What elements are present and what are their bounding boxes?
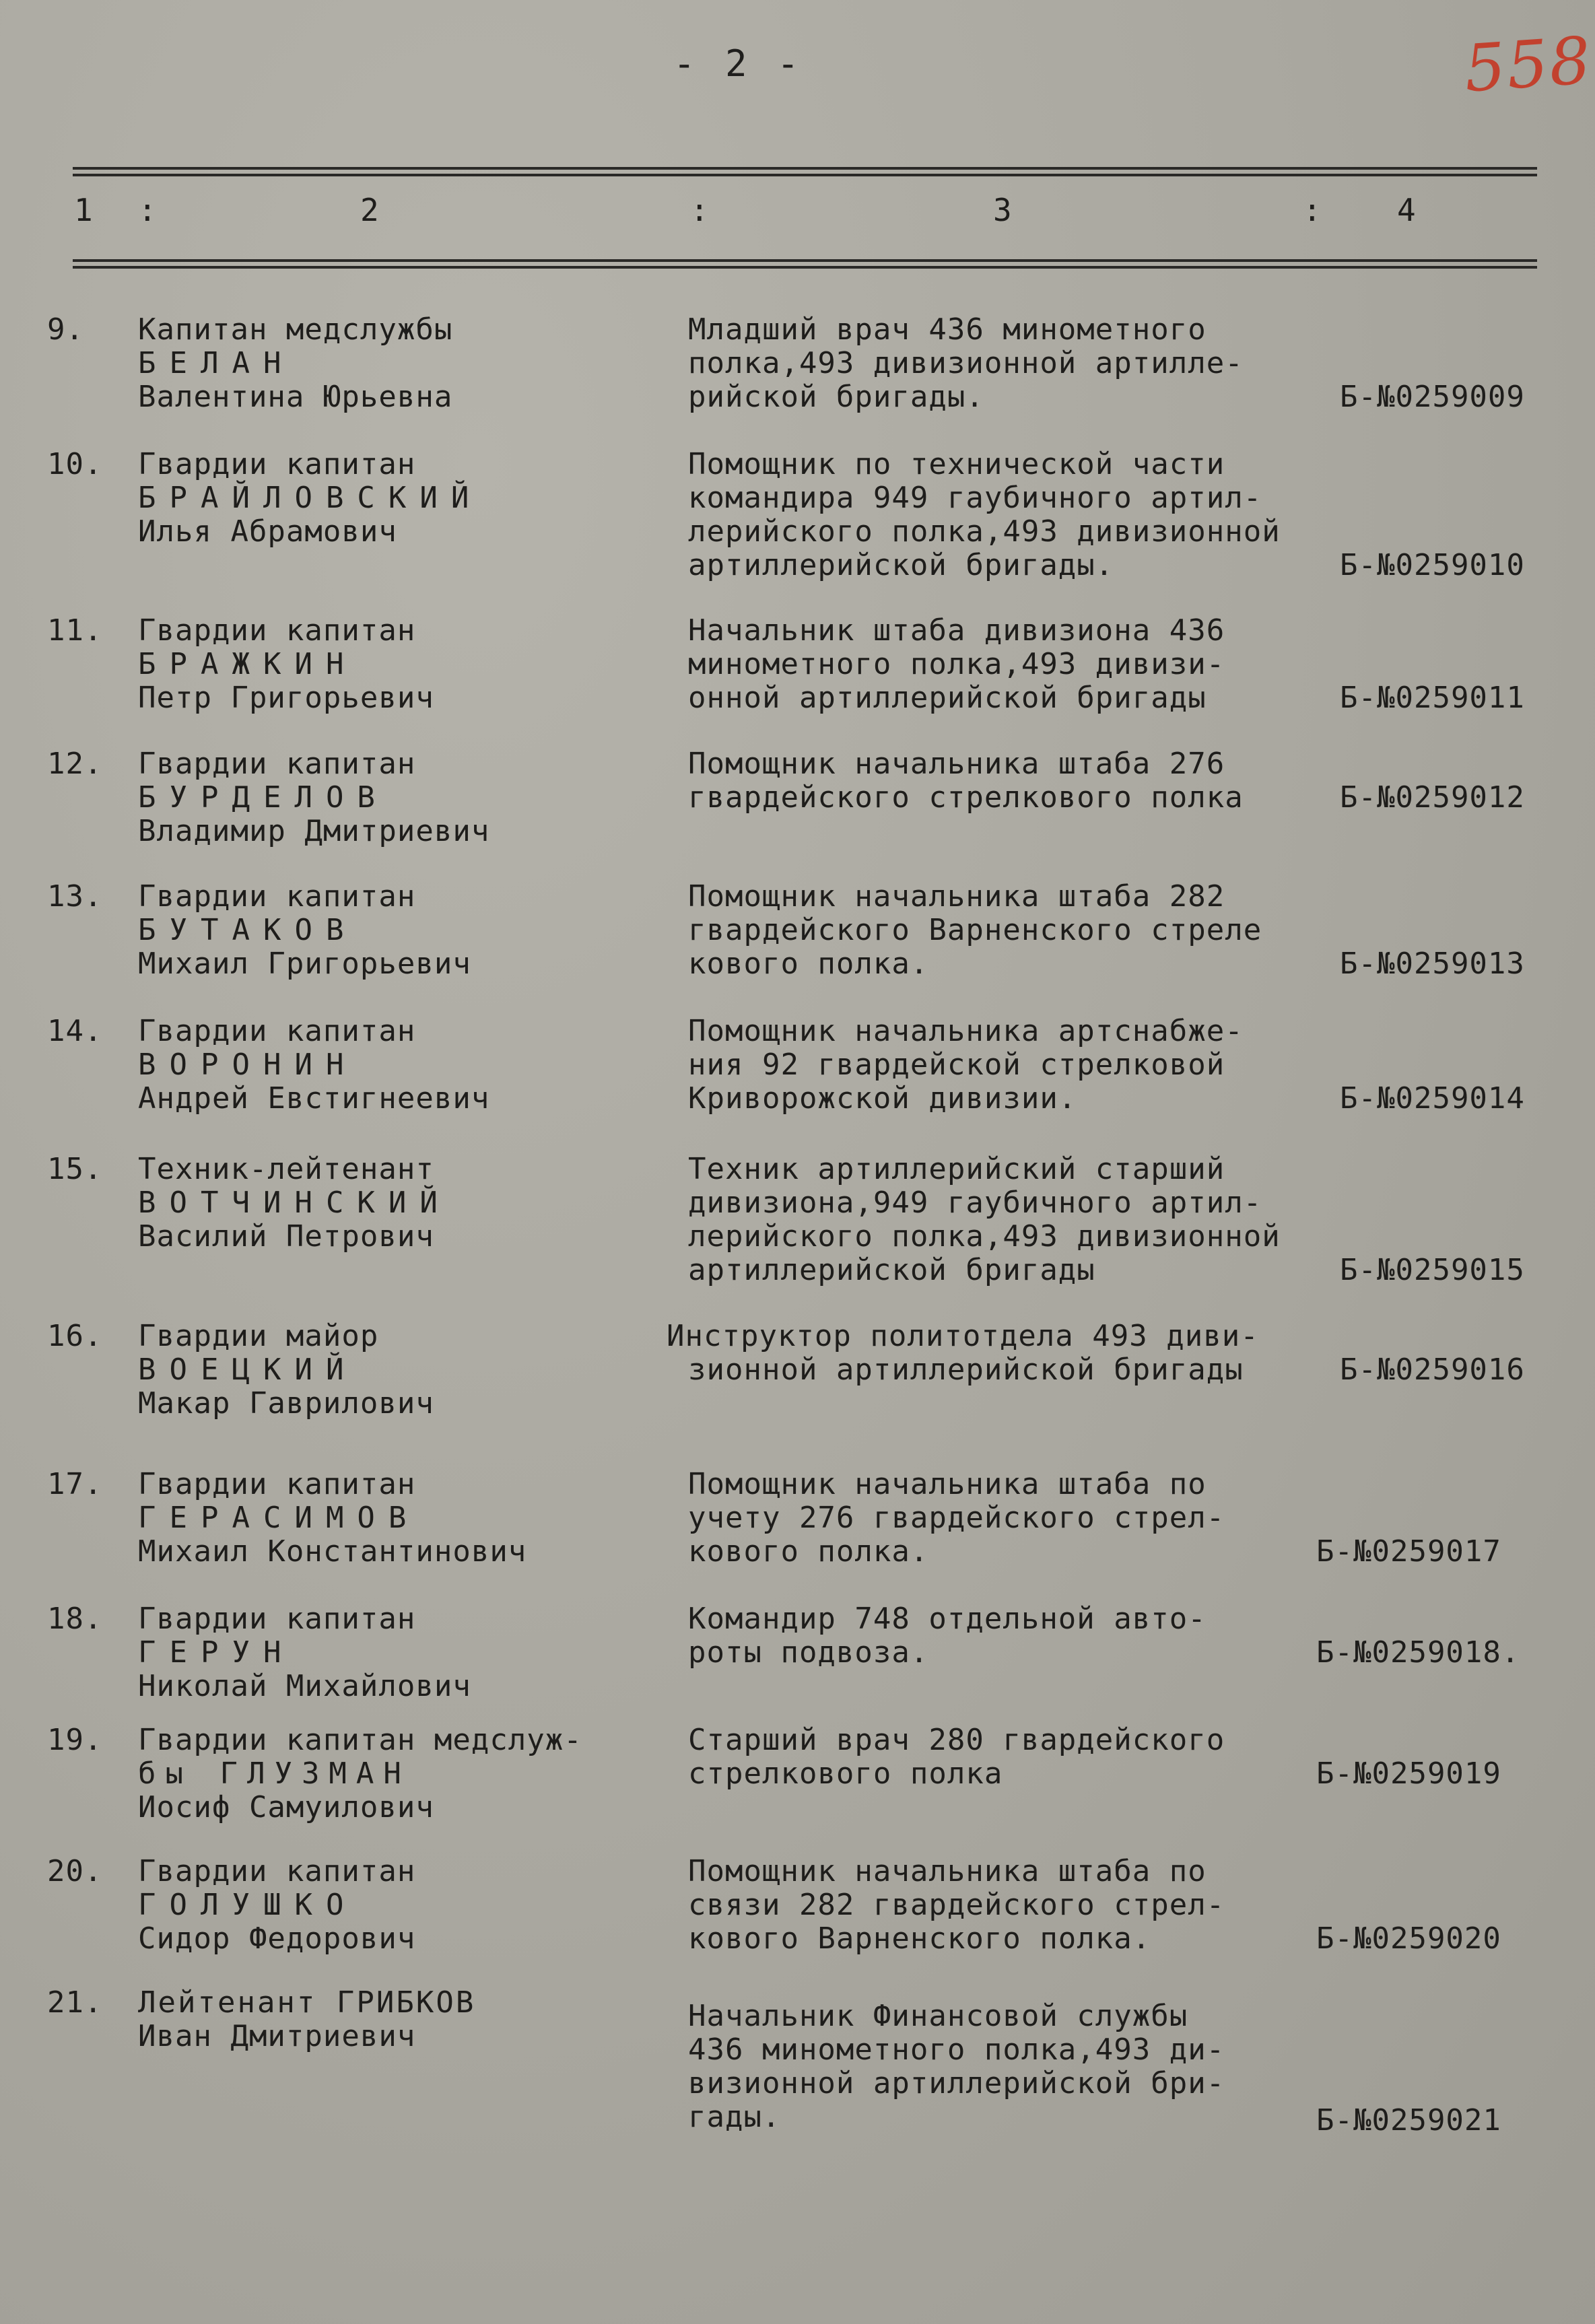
entry-rank: Лейтенант ГРИБКОВ: [138, 1985, 476, 2020]
entry-position-line: Помощник начальника штаба 282: [688, 879, 1225, 914]
entry-position-line: артиллерийской бригады: [688, 1253, 1095, 1287]
entry-certificate-number: Б-№0259017: [1316, 1534, 1501, 1569]
entry-surname: бы ГЛУЗМАН: [138, 1756, 411, 1791]
entry-position-line: Помощник по технической части: [688, 447, 1225, 481]
entry-position-line: онной артиллерийской бригады: [688, 681, 1207, 715]
entry-position-line: Помощник начальника штаба 276: [688, 747, 1225, 781]
entry-surname: ГОЛУШКО: [138, 1888, 358, 1922]
entry-position-line: гвардейского стрелкового полка: [688, 780, 1244, 815]
entry-position-line: кового полка.: [688, 947, 929, 981]
entry-position-line: гады.: [688, 2100, 781, 2134]
entry-position-line: полка,493 дивизионной артилле-: [688, 346, 1244, 380]
entry-number: 13.: [47, 879, 103, 914]
entry-given-name: Сидор Федорович: [138, 1921, 416, 1956]
entry-certificate-number: Б-№0259014: [1340, 1081, 1525, 1116]
entry-given-name: Илья Абрамович: [138, 514, 397, 549]
entry-certificate-number: Б-№0259013: [1340, 947, 1525, 981]
entry-certificate-number: Б-№0259015: [1340, 1253, 1525, 1287]
entry-position-line: Помощник начальника штаба по: [688, 1467, 1207, 1501]
handwritten-sheet-number: 558: [1462, 22, 1594, 107]
entry-given-name: Владимир Дмитриевич: [138, 814, 490, 848]
entry-number: 9.: [47, 312, 84, 347]
entry-surname: ВОЕЦКИЙ: [138, 1353, 358, 1387]
entry-surname: БУРДЕЛОВ: [138, 780, 388, 815]
entry-rank: Гвардии капитан: [138, 747, 416, 781]
entry-position-line: минометного полка,493 дивизи-: [688, 647, 1225, 681]
entry-position-line: лерийского полка,493 дивизионной: [688, 514, 1281, 549]
entry-position-line: стрелкового полка: [688, 1756, 1003, 1791]
entry-number: 19.: [47, 1723, 103, 1757]
entry-position-line: артиллерийской бригады.: [688, 548, 1114, 582]
entry-surname: ГЕРАСИМОВ: [138, 1501, 420, 1535]
entry-number: 12.: [47, 747, 103, 781]
entry-position-line: командира 949 гаубичного артил-: [688, 481, 1262, 515]
header-top-rule: [73, 167, 1537, 170]
entry-number: 11.: [47, 613, 103, 648]
entry-rank: Капитан медслужбы: [138, 312, 453, 347]
entry-rank: Гвардии капитан: [138, 1854, 416, 1888]
entry-certificate-number: Б-№0259010: [1340, 548, 1525, 582]
column-header-3: 3: [993, 192, 1012, 228]
entry-given-name: Макар Гаврилович: [138, 1386, 434, 1421]
entry-position-line: Начальник Финансовой службы: [688, 1999, 1188, 2033]
entry-position-line: Старший врач 280 гвардейского: [688, 1723, 1225, 1757]
entry-given-name: Андрей Евстигнеевич: [138, 1081, 490, 1116]
entry-rank: Гвардии капитан: [138, 1014, 416, 1048]
entry-position-line: ния 92 гвардейской стрелковой: [688, 1048, 1225, 1082]
entry-rank: Гвардии майор: [138, 1319, 379, 1353]
column-separator: :: [690, 192, 709, 228]
entry-rank: Гвардии капитан: [138, 613, 416, 648]
entry-number: 21.: [47, 1985, 103, 2020]
header-bottom-rule-2: [73, 266, 1537, 269]
entry-certificate-number: Б-№0259021: [1316, 2103, 1501, 2138]
entry-rank: Гвардии капитан медслуж-: [138, 1723, 582, 1757]
entry-position-line: роты подвоза.: [688, 1635, 929, 1670]
column-header-4: 4: [1397, 192, 1416, 228]
entry-given-name: Петр Григорьевич: [138, 681, 434, 715]
entry-given-name: Василий Петрович: [138, 1219, 434, 1254]
entry-position-line: Младший врач 436 минометного: [688, 312, 1207, 347]
entry-rank: Техник-лейтенант: [138, 1152, 434, 1186]
entry-position-line: зионной артиллерийской бригады: [688, 1353, 1244, 1387]
entry-rank: Гвардии капитан: [138, 1467, 416, 1501]
entry-number: 15.: [47, 1152, 103, 1186]
entry-surname: БРАЙЛОВСКИЙ: [138, 481, 483, 515]
entry-number: 20.: [47, 1854, 103, 1888]
entry-position-line: связи 282 гвардейского стрел-: [688, 1888, 1225, 1922]
entry-surname: БУТАКОВ: [138, 913, 358, 947]
entry-position-line: учету 276 гвардейского стрел-: [688, 1501, 1225, 1535]
entry-given-name: Михаил Константинович: [138, 1534, 527, 1569]
entry-position-line: Техник артиллерийский старший: [688, 1152, 1225, 1186]
entry-surname: ВОРОНИН: [138, 1048, 358, 1082]
entry-surname: ВОТЧИНСКИЙ: [138, 1186, 451, 1220]
entry-surname: БРАЖКИН: [138, 647, 358, 681]
entry-given-name: Николай Михайлович: [138, 1669, 471, 1703]
entry-position-line: кового полка.: [688, 1534, 929, 1569]
column-separator: :: [1303, 192, 1322, 228]
entry-position-line: Криворожской дивизии.: [688, 1081, 1077, 1116]
entry-certificate-number: Б-№0259016: [1340, 1353, 1525, 1387]
entry-position-line: Командир 748 отдельной авто-: [688, 1602, 1207, 1636]
entry-position-line: гвардейского Варненского стреле: [688, 913, 1262, 947]
entry-rank: Гвардии капитан: [138, 447, 416, 481]
entry-position-line: лерийского полка,493 дивизионной: [688, 1219, 1281, 1254]
entry-position-line: дивизиона,949 гаубичного артил-: [688, 1186, 1262, 1220]
column-header-2: 2: [360, 192, 379, 228]
column-separator: :: [138, 192, 157, 228]
entry-number: 17.: [47, 1467, 103, 1501]
entry-surname: БЕЛАН: [138, 346, 295, 380]
entry-position-line: рийской бригады.: [688, 380, 984, 414]
entry-certificate-number: Б-№0259019: [1316, 1756, 1501, 1791]
entry-rank: Гвардии капитан: [138, 1602, 416, 1636]
column-header-1: 1: [74, 192, 93, 228]
entry-given-name: Иосиф Самуилович: [138, 1790, 434, 1824]
entry-position-line: Помощник начальника артснабже-: [688, 1014, 1244, 1048]
entry-certificate-number: Б-№0259020: [1316, 1921, 1501, 1956]
entry-position-line: Помощник начальника штаба по: [688, 1854, 1207, 1888]
entry-given-name: Иван Дмитриевич: [138, 2019, 416, 2053]
entry-number: 18.: [47, 1602, 103, 1636]
entry-number: 10.: [47, 447, 103, 481]
header-top-rule-2: [73, 174, 1537, 176]
entry-position-line: 436 минометного полка,493 ди-: [688, 2032, 1225, 2067]
entry-certificate-number: Б-№0259011: [1340, 681, 1525, 715]
entry-certificate-number: Б-№0259012: [1340, 780, 1525, 815]
header-bottom-rule: [73, 259, 1537, 262]
entry-certificate-number: Б-№0259009: [1340, 380, 1525, 414]
entry-position-line: визионной артиллерийской бри-: [688, 2066, 1225, 2100]
page-number: - 2 -: [673, 42, 803, 85]
entry-number: 14.: [47, 1014, 103, 1048]
entry-given-name: Михаил Григорьевич: [138, 947, 471, 981]
entry-position-line: Начальник штаба дивизиона 436: [688, 613, 1225, 648]
entry-surname: ГЕРУН: [138, 1635, 295, 1670]
entry-position-line: кового Варненского полка.: [688, 1921, 1151, 1956]
entry-given-name: Валентина Юрьевна: [138, 380, 453, 414]
entry-rank: Гвардии капитан: [138, 879, 416, 914]
entry-position-line: Инструктор политотдела 493 диви-: [667, 1319, 1259, 1353]
entry-number: 16.: [47, 1319, 103, 1353]
entry-certificate-number: Б-№0259018.: [1316, 1635, 1520, 1670]
